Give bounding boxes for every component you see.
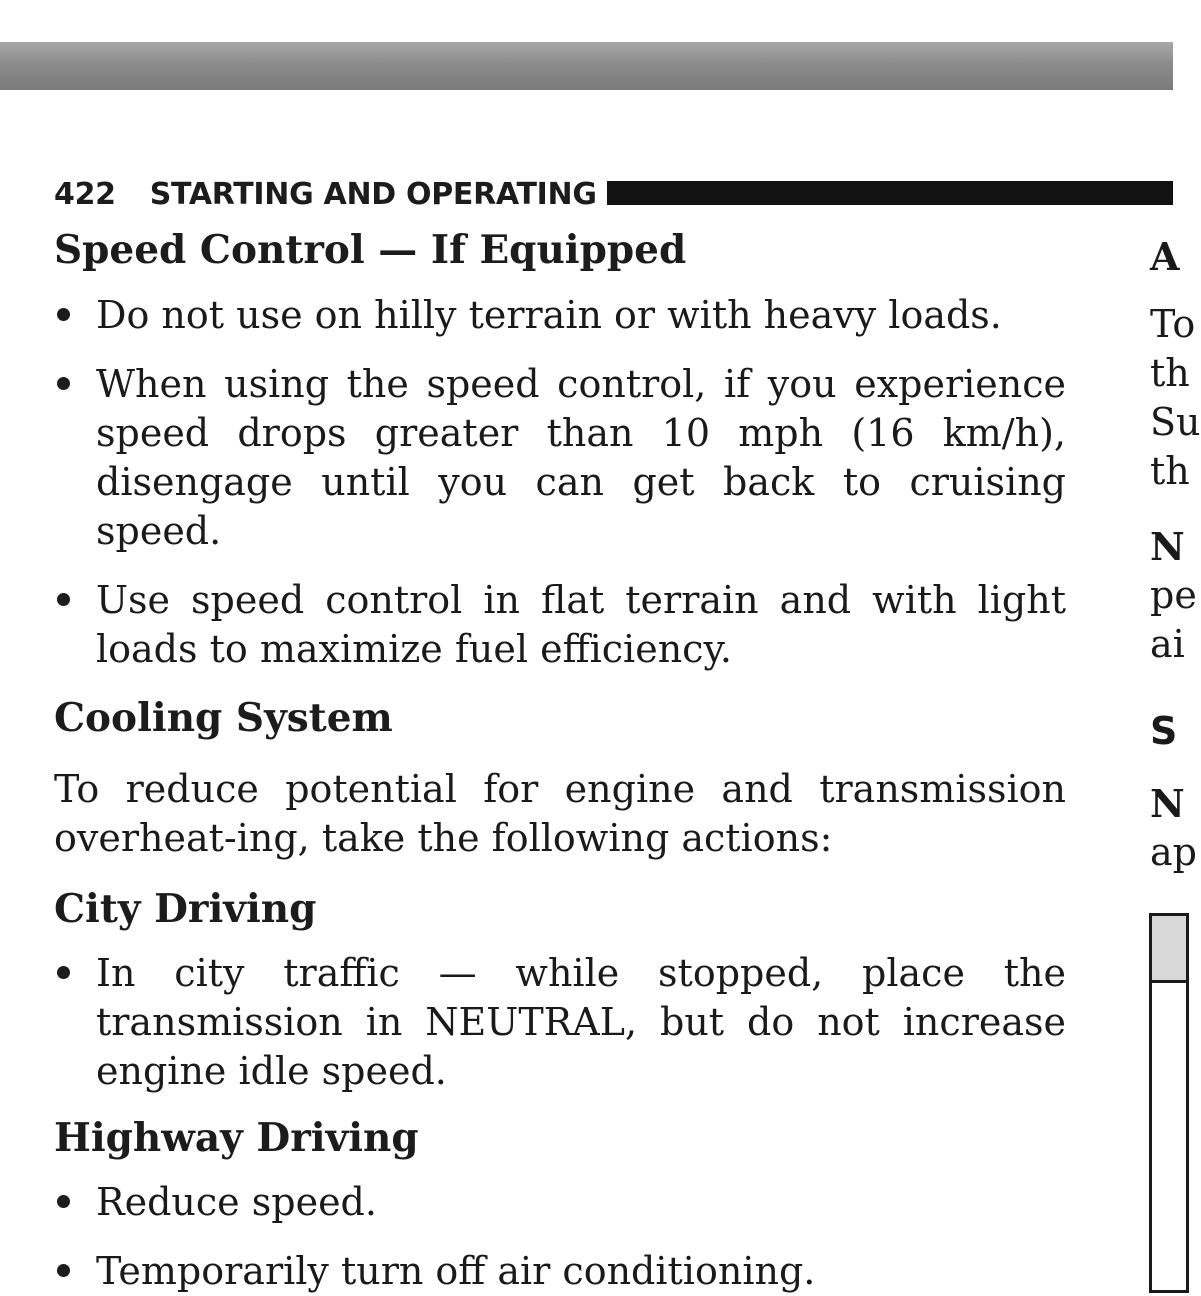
left-column xyxy=(54,226,1066,1296)
cooling-system-heading: Cooling System xyxy=(54,695,393,741)
bullet-icon xyxy=(57,593,70,606)
adjacent-text-fragment: th xyxy=(1150,449,1190,493)
adjacent-text-fragment: pe xyxy=(1150,573,1197,617)
warning-box-header xyxy=(1152,916,1186,983)
list-item: Do not use on hilly terrain or with heavy loads. xyxy=(54,291,1066,340)
list-item: Reduce speed. xyxy=(54,1178,1066,1227)
city-driving-list xyxy=(54,949,1066,1096)
viewer-top-bar xyxy=(0,42,1173,90)
page-number: 422 xyxy=(54,176,116,212)
adjacent-text-fragment: To xyxy=(1150,302,1196,346)
list-item: In city traffic — while stopped, place the transmission in NEUTRAL, but do not increase engine idle speed. xyxy=(54,949,1066,1096)
list-item: When using the speed control, if you experience speed drops greater than 10 mph (16 km/h), disengage until you can get back to cruising speed. xyxy=(54,360,1066,556)
speed-control-heading: Speed Control — If Equipped xyxy=(54,227,687,273)
list-item: Temporarily turn off air conditioning. xyxy=(54,1247,1066,1296)
adjacent-text-fragment: N xyxy=(1150,524,1185,569)
adjacent-warning-box xyxy=(1149,913,1189,1293)
section-title: STARTING AND OPERATING xyxy=(149,176,597,212)
highway-driving-list xyxy=(54,1178,1066,1296)
speed-control-list xyxy=(54,291,1066,674)
header-rule xyxy=(607,181,1173,205)
city-driving-heading: City Driving xyxy=(54,886,317,932)
adjacent-text-fragment: S xyxy=(1150,709,1178,753)
cooling-system-intro: To reduce potential for engine and transmission overheat-ing, take the following actions: xyxy=(54,767,1066,860)
bullet-icon xyxy=(57,1264,70,1277)
adjacent-text-fragment: A xyxy=(1150,234,1180,279)
adjacent-text-fragment: ap xyxy=(1150,830,1197,874)
bullet-icon xyxy=(57,966,70,979)
bullet-icon xyxy=(57,377,70,390)
adjacent-text-fragment: N xyxy=(1150,781,1185,826)
list-item: Use speed control in flat terrain and with light loads to maximize fuel efficiency. xyxy=(54,576,1066,674)
adjacent-text-fragment: ai xyxy=(1150,622,1185,666)
bullet-icon xyxy=(57,1195,70,1208)
adjacent-text-fragment: Su xyxy=(1150,400,1201,444)
adjacent-text-fragment: th xyxy=(1150,351,1190,395)
bullet-icon xyxy=(57,308,70,321)
highway-driving-heading: Highway Driving xyxy=(54,1115,419,1161)
running-header xyxy=(54,174,597,214)
